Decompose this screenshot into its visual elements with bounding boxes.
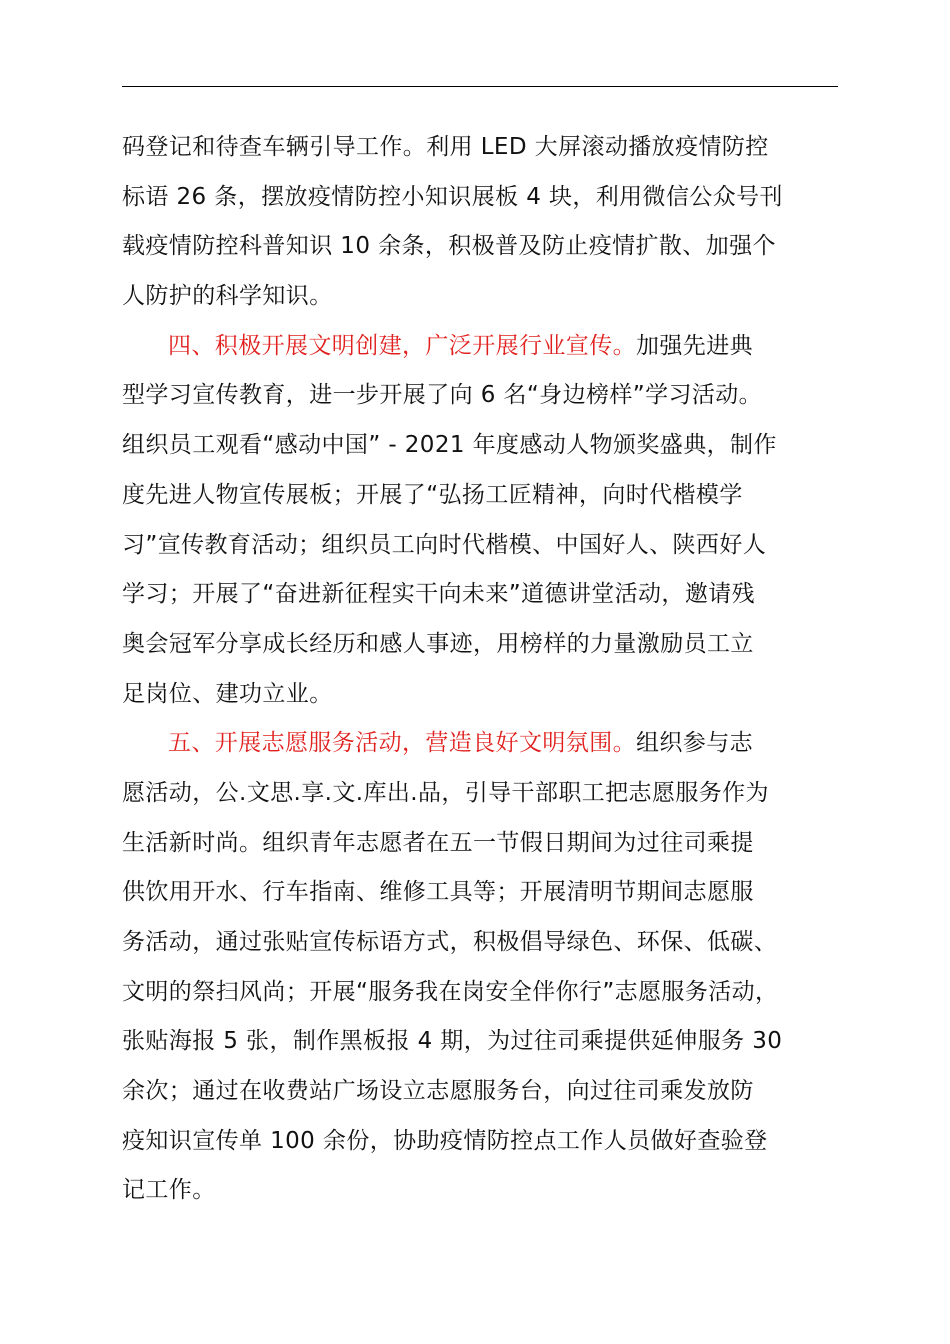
- text-line: 载疫情防控科普知识 10 余条，积极普及防止疫情扩散、加强个: [122, 233, 776, 260]
- section-4-heading: 四、积极开展文明创建，广泛开展行业宣传。: [168, 332, 636, 359]
- text-line: 愿活动，公.文思.享.文.库出.品，引导干部职工把志愿服务作为: [122, 779, 769, 806]
- text-line: 学习；开展了“奋进新征程实干向未来”道德讲堂活动，邀请残: [122, 581, 756, 608]
- text-line: 供饮用开水、行车指南、维修工具等；开展清明节期间志愿服: [122, 879, 754, 906]
- document-body: [122, 123, 838, 1216]
- text-line: 足岗位、建功立业。: [122, 680, 333, 707]
- text-line: 生活新时尚。组织青年志愿者在五一节假日期间为过往司乘提: [122, 829, 754, 856]
- text-line: 人防护的科学知识。: [122, 283, 333, 310]
- text-line: 标语 26 条，摆放疫情防控小知识展板 4 块，利用微信公众号刊: [122, 183, 783, 210]
- text-line: 型学习宣传教育，进一步开展了向 6 名“身边榜样”学习活动。: [122, 382, 763, 409]
- text-line: 度先进人物宣传展板；开展了“弘扬工匠精神，向时代楷模学: [122, 481, 743, 508]
- section-5-text: 组织参与志: [636, 730, 753, 757]
- text-line: 余次；通过在收费站广场设立志愿服务台，向过往司乘发放防: [122, 1078, 754, 1105]
- section-4-first-line: [122, 322, 838, 372]
- text-line: 奥会冠军分享成长经历和感人事迹，用榜样的力量激励员工立: [122, 630, 754, 657]
- header-rule: [122, 86, 838, 87]
- text-line: 文明的祭扫风尚；开展“服务我在岗安全伴你行”志愿服务活动，: [122, 978, 779, 1005]
- text-line: 张贴海报 5 张，制作黑板报 4 期，为过往司乘提供延伸服务 30: [122, 1028, 783, 1055]
- section-4-text: 加强先进典: [636, 332, 753, 359]
- text-line: 码登记和待查车辆引导工作。利用 LED 大屏滚动播放疫情防控: [122, 134, 769, 160]
- text-line: 组织员工观看“感动中国” - 2021 年度感动人物颁奖盛典，制作: [122, 432, 777, 459]
- section-5-heading: 五、开展志愿服务活动，营造良好文明氛围。: [168, 730, 636, 757]
- text-line: 疫知识宣传单 100 余份，协助疫情防控点工作人员做好查验登: [122, 1127, 768, 1154]
- section-5-first-line: [122, 719, 838, 769]
- text-line: 记工作。: [122, 1177, 216, 1204]
- text-line: 习”宣传教育活动；组织员工向时代楷模、中国好人、陕西好人: [122, 531, 767, 558]
- text-line: 务活动，通过张贴宣传标语方式，积极倡导绿色、环保、低碳、: [122, 929, 778, 955]
